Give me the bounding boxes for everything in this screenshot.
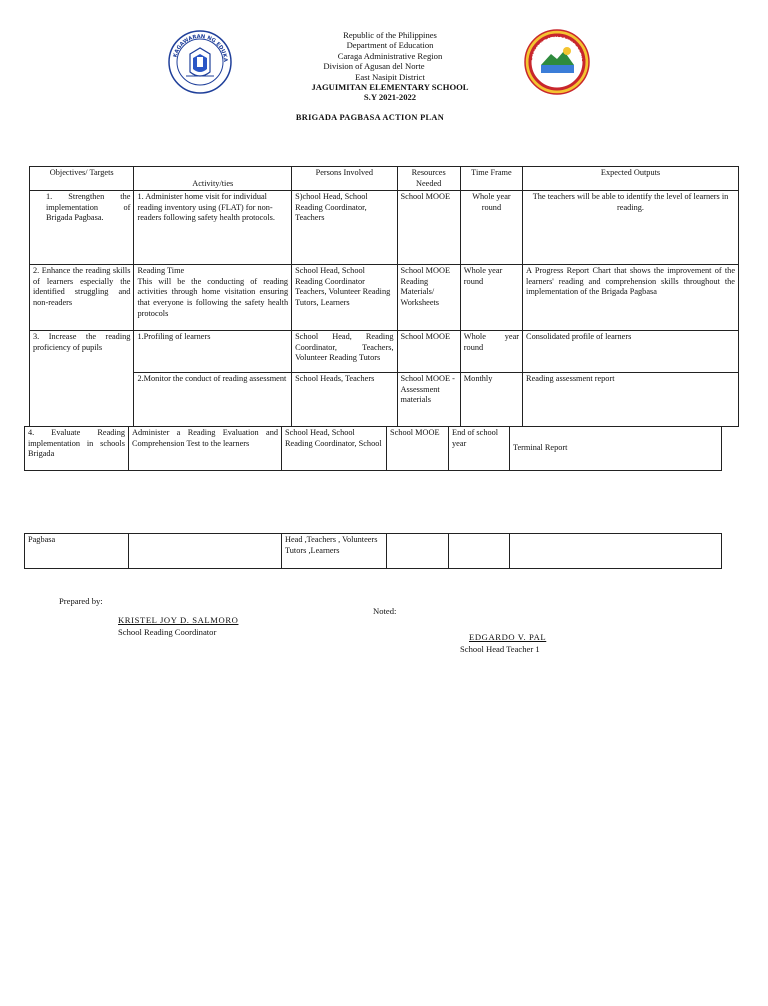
table-header-row [30,167,739,191]
cell-timeframe: Whole year round [460,191,522,265]
cell-objective: 3. Increase the reading proficiency of pupils [30,331,134,427]
noted-label: Noted: [373,606,397,616]
action-plan-table-row4 [24,426,722,471]
deped-seal-text: KAGAWARAN NG EDUKA [172,33,229,63]
cell-objective: 2. Enhance the reading skills of learners especially the identified struggling and non-readers [30,265,134,331]
cell-resources: School MOOE [397,191,460,265]
noted-by-name: EDGARDO V. PAL [469,632,547,642]
cell-output: Consolidated profile of learners [523,331,739,373]
cell-activity: 1.Profiling of learners [134,331,292,373]
cell-resources: School MOOE - Assessment materials [397,373,460,427]
cell-output: The teachers will be able to identify the level of learners in reading. [523,191,739,265]
cell-output [510,534,722,569]
header-line-republic: Republic of the Philippines [343,30,437,40]
table-row [25,534,722,569]
cell-objective: 1. Strengthen the implementation of Brigada Pagbasa. [30,191,134,265]
cell-activity: 1. Administer home visit for individual reading inventory using (FLAT) for non-readers following safety health protocols. [134,191,292,265]
cell-output: Terminal Report [510,427,722,471]
table-row [30,191,739,265]
cell-activity: 2.Monitor the conduct of reading assessment [134,373,292,427]
document-title: BRIGADA PAGBASA ACTION PLAN [295,113,445,122]
school-name: JAGUIMITAN ELEMENTARY SCHOOL [311,82,469,93]
prepared-by-name: KRISTEL JOY D. SALMORO [118,615,239,625]
header-line-district: East Nasipit District [355,71,425,82]
cell-resources [387,534,449,569]
col-header-objectives: Objectives/ Targets [30,167,134,191]
col-header-outputs: Expected Outputs [523,167,739,191]
header-line-deped: Department of Education [346,40,434,51]
action-plan-table-continued [24,533,722,569]
col-header-persons: Persons Involved [292,167,397,191]
prepared-by-label: Prepared by: [59,596,103,606]
action-plan-table [29,166,739,427]
cell-timeframe: End of school year [449,427,510,471]
cell-timeframe: Monthly [460,373,522,427]
school-year: S.Y 2021-2022 [363,92,417,103]
table-row [30,331,739,373]
cell-persons: School Head, School Reading Coordinator Teachers, Volunteer Reading Tutors, Learners [292,265,397,331]
letterhead [230,30,550,103]
noted-by-title: School Head Teacher 1 [460,644,540,654]
cell-resources: School MOOE Reading Materials/ Worksheets [397,265,460,331]
cell-timeframe: Whole year round [460,265,522,331]
cell-persons: School Head, School Reading Coordinator, School [282,427,387,471]
cell-persons: School Heads, Teachers [292,373,397,427]
division-seal-text: DIVISION OF AGUSAN DEL NO [528,33,586,63]
cell-persons: S)chool Head, School Reading Coordinator, Teachers [292,191,397,265]
cell-persons: Head ,Teachers , Volunteers Tutors ,Learners [282,534,387,569]
col-header-activities: Activity/ties [134,167,292,191]
cell-resources: School MOOE [397,331,460,373]
cell-activity: Administer a Reading Evaluation and Comprehension Test to the learners [129,427,282,471]
cell-output: Reading assessment report [523,373,739,427]
cell-activity [129,534,282,569]
header-line-region: Caraga Administrative Region [337,50,443,61]
col-header-timeframe: Time Frame [460,167,522,191]
cell-activity: Reading Time This will be the conducting of reading activities through home visitation ensuring that everyone is following the safety health protocols [134,265,292,331]
cell-persons: School Head, Reading Coordinator, Teachers, Volunteer Reading Tutors [292,331,397,373]
cell-objective: 4. Evaluate Reading implementation in schools Brigada [25,427,129,471]
table-row [30,265,739,331]
col-header-resources: Resources Needed [397,167,460,191]
cell-timeframe [449,534,510,569]
cell-output: A Progress Report Chart that shows the improvement of the learners' reading and comprehension skills throughout the implementation of the Brigada Pagbasa [523,265,739,331]
cell-resources: School MOOE [387,427,449,471]
cell-objective: Pagbasa [25,534,129,569]
table-row [30,373,739,427]
cell-timeframe: Whole year round [460,331,522,373]
header-line-division: Division of Agusan del Norte [323,61,425,72]
table-row [25,427,722,471]
prepared-by-title: School Reading Coordinator [118,627,217,637]
